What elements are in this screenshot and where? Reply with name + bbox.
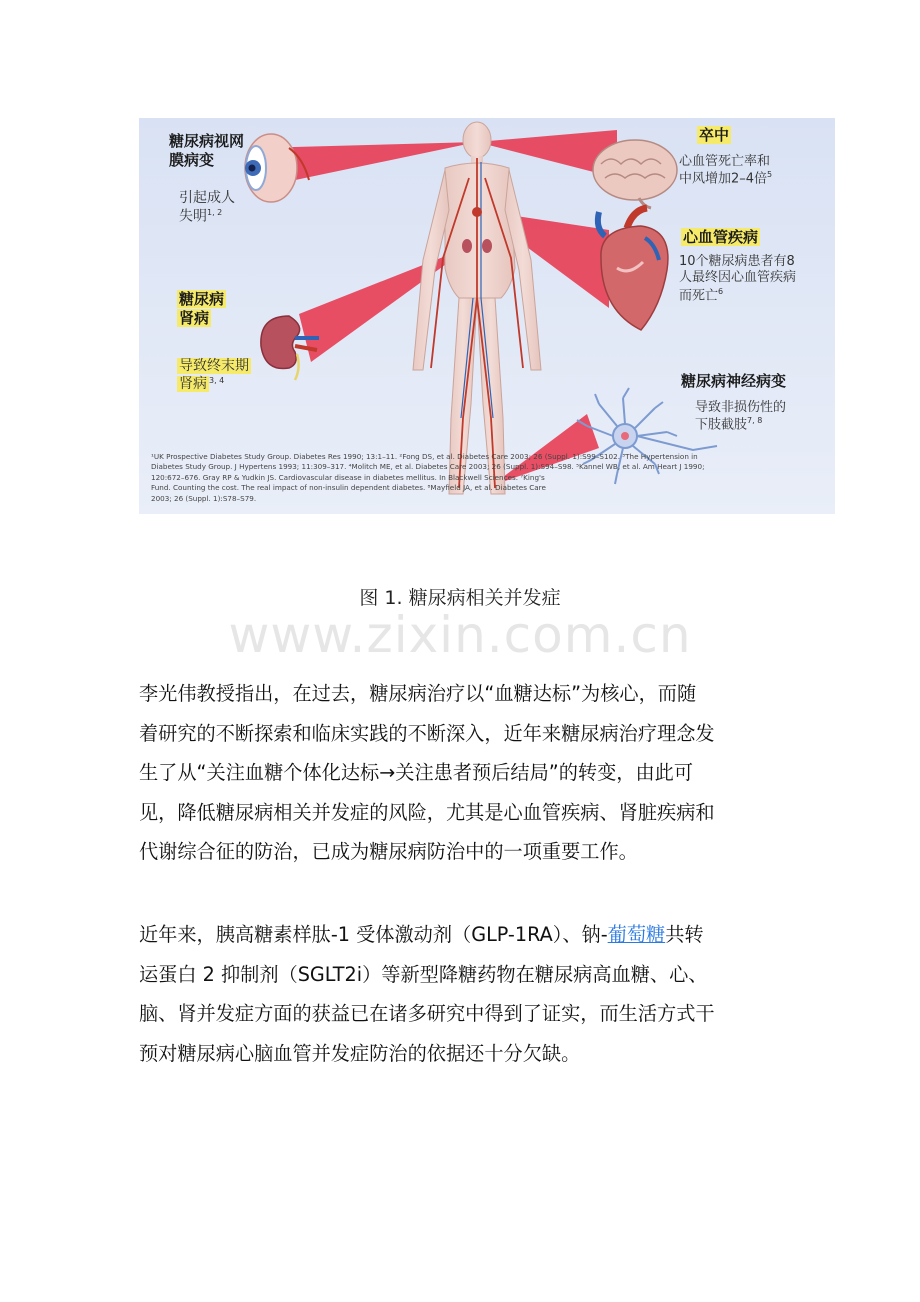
cvd-title: 心血管疾病 [683,228,759,246]
neuropathy-title: 糖尿病神经病变 [681,372,787,390]
paragraph-line: 生了从“关注血糖个体化达标→关注患者预后结局”的转变，由此可 [139,761,694,784]
reference-line: 120:672–676. Gray RP & Yudkin JS. Cardiovascular disease in diabetes mellitus. In Blackwell Sciences. ⁷King's [151,472,545,482]
paragraph-line: 代谢综合征的防治，已成为糖尿病防治中的一项重要工作。 [139,840,638,863]
paragraph-line: 见，降低糖尿病相关并发症的风险，尤其是心血管疾病、肾脏疾病和 [139,800,715,824]
figure-caption: 图 1. 糖尿病相关并发症 [359,587,561,609]
figure-references [151,452,831,504]
neuropathy-desc: 导致非损伤性的 下肢截肢$^{7, 8}$ [695,400,787,433]
paragraph-line: 李光伟教授指出，在过去，糖尿病治疗以“血糖达标”为核心，而随 [139,682,697,705]
paragraph-2 [139,915,779,1073]
reference-line: Diabetes Study Group. J Hypertens 1993; 11:309–317. ⁴Molitch ME, et al. Diabetes Care 2003; 26 (Suppl. 1):S94–S98. ⁵Kannel WB, et al. Am Heart J 1990; [151,462,705,472]
reference-line: ¹UK Prospective Diabetes Study Group. Diabetes Res 1990; 13:1–11. ²Fong DS, et al. Diabetes Care 2003; 26 (Suppl. 1):S99–S102. ³The Hypertension in [151,452,698,461]
stroke-title: 卒中 [699,126,730,144]
nephropathy-title: 糖尿病 肾病 [179,290,225,327]
paragraph-line: 近年来，胰高糖素样肽-1 受体激动剂（GLP-1RA）、钠-葡萄糖共转 [139,923,704,946]
retinopathy-desc: 引起成人 失明$^{1, 2}$ [179,190,235,225]
nephropathy-desc: 导致终末期 肾病 $^{3, 4}$ [179,358,249,393]
paragraph-line: 预对糖尿病心脑血管并发症防治的依据还十分欠缺。 [139,1041,581,1065]
cvd-desc: 10个糖尿病患者有8 人最终因心血管疾病 而死亡$^6$ [679,254,797,303]
watermark: www.zixin.com.cn [228,606,692,664]
reference-line: 2003; 26 (Suppl. 1):S78–S79. [151,493,257,503]
paragraph-1 [139,674,779,872]
retinopathy-title: 糖尿病视网 膜病变 [169,132,245,169]
stroke-desc: 心血管死亡率和 中风增加2–4倍$^5$ [679,154,773,187]
glucose-link[interactable]: 葡萄糖 [607,923,666,946]
paragraph-line: 运蛋白 2 抑制剂（SGLT2i）等新型降糖药物在糖尿病高血糖、心、 [139,962,708,986]
reference-line: Fund. Counting the cost. The real impact of non-insulin dependent diabetes. ⁸Mayfield JA, et al. Diabetes Care [151,483,546,493]
paragraph-line: 脑、肾并发症方面的获益已在诸多研究中得到了证实，而生活方式干 [139,1002,715,1025]
complications-figure [139,118,835,514]
paragraph-line: 着研究的不断探索和临床实践的不断深入，近年来糖尿病治疗理念发 [139,721,715,745]
